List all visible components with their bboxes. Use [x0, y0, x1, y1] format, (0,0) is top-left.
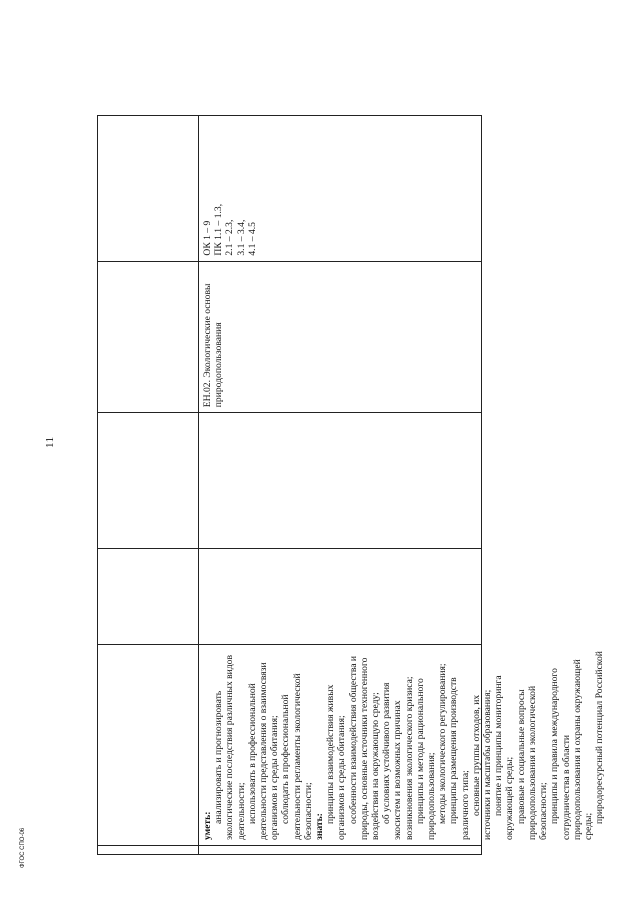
competence-item: 4.1 – 4.5 — [246, 222, 258, 256]
competence-item: 2.1 – 2.3, — [224, 219, 236, 256]
rotated-table-wrapper — [97, 115, 606, 855]
curriculum-table — [97, 115, 606, 855]
knowledge-item: принципы размещения производств различного типа; — [448, 677, 471, 841]
competence-item: 3.1 – 3.4, — [235, 219, 247, 256]
table-cell-blank — [98, 845, 198, 854]
skill-item: анализировать и прогнозировать экологические последствия различных видов деятельности; — [213, 654, 247, 841]
table-cell-blank — [199, 412, 481, 548]
table-cell-blank — [98, 644, 198, 845]
knowledge-item: понятие и принципы мониторинга окружающей среды; — [493, 675, 516, 841]
table-row-top — [98, 116, 198, 854]
knowledge-item: основные группы отходов, их источники и масштабы образования; — [470, 689, 494, 841]
competence-item: ПК 1.1 – 1.3, — [213, 203, 225, 256]
knowledge-item: особенности взаимодействия общества и природы, основные источники техногенного воздействия на окружающую среду; — [347, 655, 382, 841]
page-number: 11 — [44, 436, 56, 448]
skill-item: соблюдать в профессиональной деятельности регламенты экологической безопасности; — [280, 673, 314, 841]
skills-header-umet: уметь: — [202, 811, 213, 841]
knowledge-item: методы экологического регулирования; — [437, 663, 449, 825]
competences-cell — [199, 116, 481, 261]
table-cell-blank — [199, 845, 481, 854]
footer-standard-code: ФГОС СПО-06 — [20, 827, 26, 868]
knowledge-item: принципы и правила международного сотрудничества в области природопользования и охраны окружающей среды; — [549, 659, 594, 841]
table-cell-blank — [98, 116, 198, 261]
knowledge-item: принципы взаимодействия живых организмов и среды обитания; — [325, 684, 348, 841]
table-cell-blank — [98, 548, 198, 644]
knowledge-item: принципы и методы рационального природопользования; — [414, 678, 438, 841]
skills-cell — [199, 644, 606, 845]
skills-header-znat: знать: — [314, 813, 326, 841]
knowledge-item: правовые и социальные вопросы природопользования и экологической безопасности; — [515, 685, 550, 841]
skill-item: использовать в профессиональной деятельности представления о взаимосвязи организмов и среды обитания; — [246, 662, 281, 841]
knowledge-item: об условиях устойчивого развития экосистем и возможных причинах возникновения экологического кризиса; — [381, 676, 415, 841]
discipline-name: ЕН.02. Экологические основы природопользования — [199, 261, 481, 413]
table-cell-blank — [98, 412, 198, 548]
table-cell-blank — [98, 261, 198, 413]
knowledge-item: природоресурсный потенциал Российской — [594, 651, 606, 825]
table-row-discipline — [198, 116, 606, 854]
table-cell-blank — [199, 548, 481, 644]
competence-item: ОК 1 – 9 — [202, 220, 213, 256]
